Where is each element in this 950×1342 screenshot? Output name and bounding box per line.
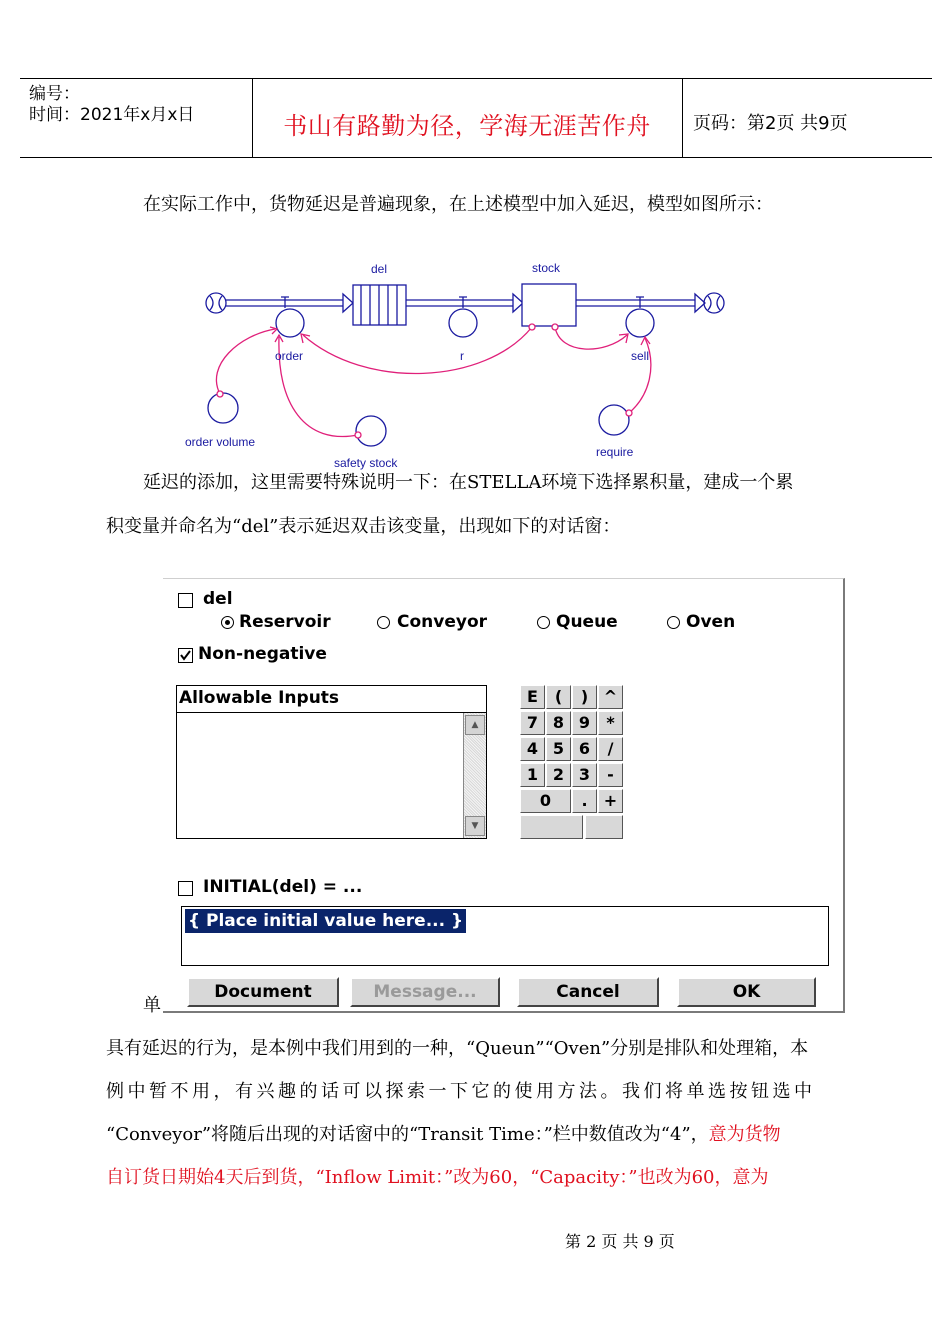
key-open-paren[interactable]: ( [546,685,571,709]
model-diagram [185,255,735,470]
label-order: order [275,349,304,363]
para3-line4: 自订货日期始4天后到货，“Inflow Limit：”改为60，“Capacity：”也改为60，意为 [106,1167,769,1188]
para3-line3-text: “Conveyor”将随后出现的对话窗中的“Transit Time：”栏中数值改为“4”， [106,1124,709,1145]
radio-reservoir[interactable] [221,616,234,629]
para3-line2: 例中暂不用，有兴趣的话可以探索一下它的使用方法。我们将单选按钮选中 [106,1081,816,1102]
source-cloud-icon [206,293,226,313]
key-blank[interactable] [585,815,623,839]
label-oven: Oven [686,612,736,632]
number-label: 编号： [29,84,80,104]
initial-value-field[interactable] [181,906,829,966]
motto: 书山有路勤为径，学海无涯苦作舟 [283,112,651,140]
key-minus[interactable]: - [598,763,623,787]
page-footer: 第 2 页 共 9 页 [565,1232,675,1251]
key-0[interactable]: 0 [520,789,571,813]
header-meta [29,84,194,126]
allowable-inputs-label: Allowable Inputs [179,688,340,708]
cancel-button[interactable]: Cancel [517,977,659,1007]
scroll-up-icon[interactable]: ▲ [465,715,485,735]
message-button[interactable]: Message... [350,977,500,1007]
key-dot[interactable]: . [572,789,597,813]
radio-queue[interactable] [537,616,550,629]
header-info-cell [20,79,253,157]
ok-button[interactable]: OK [677,977,816,1007]
intro-paragraph: 在实际工作中，货物延迟是普遍现象，在上述模型中加入延迟，模型如图所示： [143,194,773,215]
allowable-inputs-list[interactable] [176,712,487,839]
stock-dialog [163,578,845,1013]
key-7[interactable]: 7 [520,711,545,735]
key-blank-wide[interactable] [520,815,583,839]
key-4[interactable]: 4 [520,737,545,761]
time-label: 时间：2021年x月x日 [29,105,195,125]
key-5[interactable]: 5 [546,737,571,761]
initial-checkbox[interactable] [178,881,193,896]
header-motto-cell [252,79,683,157]
key-6[interactable]: 6 [572,737,597,761]
label-order-volume: order volume [185,435,256,449]
para3-prefix: 单 [143,995,161,1016]
key-e[interactable]: E [520,685,545,709]
page-label: 页码：第2页 共9页 [693,113,848,134]
allowable-inputs-header [176,685,487,713]
name-checkbox[interactable] [178,593,193,608]
key-plus[interactable]: + [598,789,623,813]
sink-cloud-icon [704,293,724,313]
scroll-down-icon[interactable]: ▼ [465,816,485,836]
para3-line3 [106,1124,781,1146]
key-9[interactable]: 9 [572,711,597,735]
radio-selected-dot [225,620,230,625]
label-require: require [596,445,634,459]
checkmark-icon [179,649,192,662]
label-safety-stock: safety stock [334,456,398,470]
non-negative-checkbox[interactable] [178,648,193,663]
key-multiply[interactable]: * [598,711,623,735]
para2-line1: 延迟的添加，这里需要特殊说明一下：在STELLA环境下选择累积量，建成一个累 [143,472,794,493]
label-r: r [460,349,464,363]
initial-label: INITIAL(del) = ... [203,877,363,897]
key-1[interactable]: 1 [520,763,545,787]
key-3[interactable]: 3 [572,763,597,787]
initial-value-text: { Place initial value here... } [185,909,466,933]
stock-name: del [203,589,233,609]
document-button[interactable]: Document [187,977,339,1007]
key-8[interactable]: 8 [546,711,571,735]
label-sell: sell [631,349,650,363]
key-close-paren[interactable]: ) [572,685,597,709]
page-header [20,78,932,158]
label-queue: Queue [556,612,618,632]
label-conveyor: Conveyor [397,612,488,632]
label-del: del [371,262,388,276]
radio-conveyor[interactable] [377,616,390,629]
key-divide[interactable]: / [598,737,623,761]
para3-line3-red: 意为货物 [708,1124,781,1145]
label-reservoir: Reservoir [239,612,331,632]
radio-oven[interactable] [667,616,680,629]
para2-line2: 积变量并命名为“del”表示延迟双击该变量，出现如下的对话窗： [106,516,621,537]
label-stock: stock [532,261,561,275]
label-non-negative: Non-negative [198,644,327,664]
header-page-cell [683,79,932,157]
list-scrollbar[interactable] [463,713,486,838]
para3-line1: 具有延迟的行为，是本例中我们用到的一种，“Queun”“Oven”分别是排队和处理箱，本 [106,1038,809,1059]
key-caret[interactable]: ^ [598,685,623,709]
key-2[interactable]: 2 [546,763,571,787]
